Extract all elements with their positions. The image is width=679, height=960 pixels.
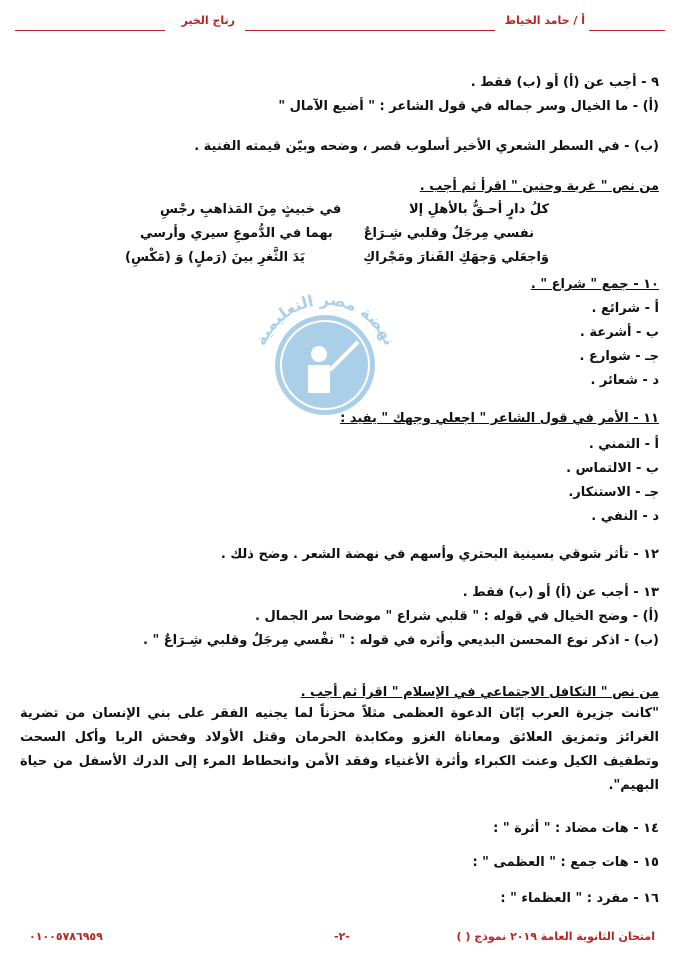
passage-text: "كانت جزيرة العرب إبّان الدعوة العظمى مثلاً محزناً لما يجنيه الفقر على بني الإنسان من تضرية الغرائز وتمزيق العلائق ومعاناة الغزو ومكابدة الحرمان وقتل الأولاد وفحش الربا وأكل السحت وتطفيف الكيل وعنت الكبراء وأثرة الأغنياء وفقد الأمن وانحطاط المرء إلى الدرك الأسفل من حياة البهيم". bbox=[20, 706, 659, 793]
poem-verse-3-right: وَاجعَلي وَجهَكِ الفَنارَ ومَجْراكِ bbox=[363, 250, 549, 265]
poem-verse-1-right: كلُ دارٍ أحـقُّ بالأهلِ إلا bbox=[408, 202, 549, 217]
question-11-option: د - النفي . bbox=[591, 509, 659, 524]
header-rule bbox=[589, 30, 665, 31]
question-14: ١٤ - هات مضاد : " أثرة " : bbox=[493, 821, 659, 836]
question-10-option: أ - شرائع . bbox=[591, 301, 659, 316]
watermark-text: نهضة مصر التعليمية bbox=[250, 289, 400, 349]
question-11-option: جـ - الاستنكار. bbox=[568, 485, 659, 500]
poem-verse-3-left: يَدَ الثَّغرِ بينَ (رَملٍ) وَ (مَكْسِ) bbox=[125, 250, 305, 265]
page-footer bbox=[14, 930, 665, 952]
question-15: ١٥ - هات جمع : " العظمى " : bbox=[472, 855, 659, 870]
question-9-stem: ٩ - أجب عن (أ) أو (ب) فقط . bbox=[470, 75, 659, 90]
header-rule bbox=[15, 30, 165, 31]
question-13-option-b: (ب) - اذكر نوع المحسن البديعي وأثره في قوله : " نفْسي مِرجَلٌ وقلبي شِـرَاعٌ " . bbox=[142, 633, 659, 648]
question-11-option: أ - التمني . bbox=[588, 437, 659, 452]
question-11-stem: ١١ - الأمر في قول الشاعر " اجعلي وجهك " يفيد : bbox=[340, 411, 659, 426]
passage-heading: من نص " التكافل الاجتماعي في الإسلام " اقرأ ثم أجب . bbox=[300, 685, 659, 700]
poem-verse-2-right: نفسي مِرجَلٌ وقلبي شِـرَاعٌ bbox=[363, 226, 534, 241]
question-10-option: جـ - شوارع . bbox=[579, 349, 659, 364]
footer-exam-title: امتحان الثانوية العامة ٢٠١٩ نموذج ( ) bbox=[456, 930, 655, 943]
header-rule bbox=[245, 30, 495, 31]
question-10-option: د - شعائر . bbox=[590, 373, 659, 388]
header-teacher-2: رتاج الخير bbox=[181, 14, 235, 27]
header-teacher-1: أ / حامد الخياط bbox=[504, 14, 585, 27]
footer-page-number: -٢- bbox=[334, 930, 350, 943]
question-10-stem: ١٠ - جمع " شراع " . bbox=[530, 277, 659, 292]
page-header bbox=[14, 12, 665, 34]
question-16: ١٦ - مفرد : " العظماء " : bbox=[500, 891, 659, 906]
poem-verse-2-left: بهما في الدُّموعِ سيري وأرسي bbox=[140, 226, 333, 241]
question-13-stem: ١٣ - أجب عن (أ) أو (ب) فقط . bbox=[462, 585, 659, 600]
question-10-option: ب - أشرعة . bbox=[579, 325, 659, 340]
poem-verse-1-left: في خبيثٍ مِنَ المَذاهبِ رجْسِ bbox=[160, 202, 342, 217]
question-12: ١٢ - تأثر شوقي بسينية البحتري وأسهم في نهضة الشعر . وضح ذلك . bbox=[220, 547, 659, 562]
question-9-option-a: (أ) - ما الخيال وسر جماله في قول الشاعر : " أضيع الآمال " bbox=[278, 99, 659, 114]
question-9-option-b: (ب) - في السطر الشعري الأخير أسلوب قصر ، وضحه وبيّن قيمته الفنية . bbox=[194, 139, 659, 154]
footer-phone: ٠١٠٠٥٧٨٦٩٥٩ bbox=[29, 930, 103, 943]
question-11-option: ب - الالتماس . bbox=[566, 461, 659, 476]
poem-heading: من نص " غربة وحنين " اقرأ ثم أجب . bbox=[419, 179, 659, 194]
question-13-option-a: (أ) - وضح الخيال في قوله : " قلبي شراع " موضحا سر الجمال . bbox=[254, 609, 659, 624]
